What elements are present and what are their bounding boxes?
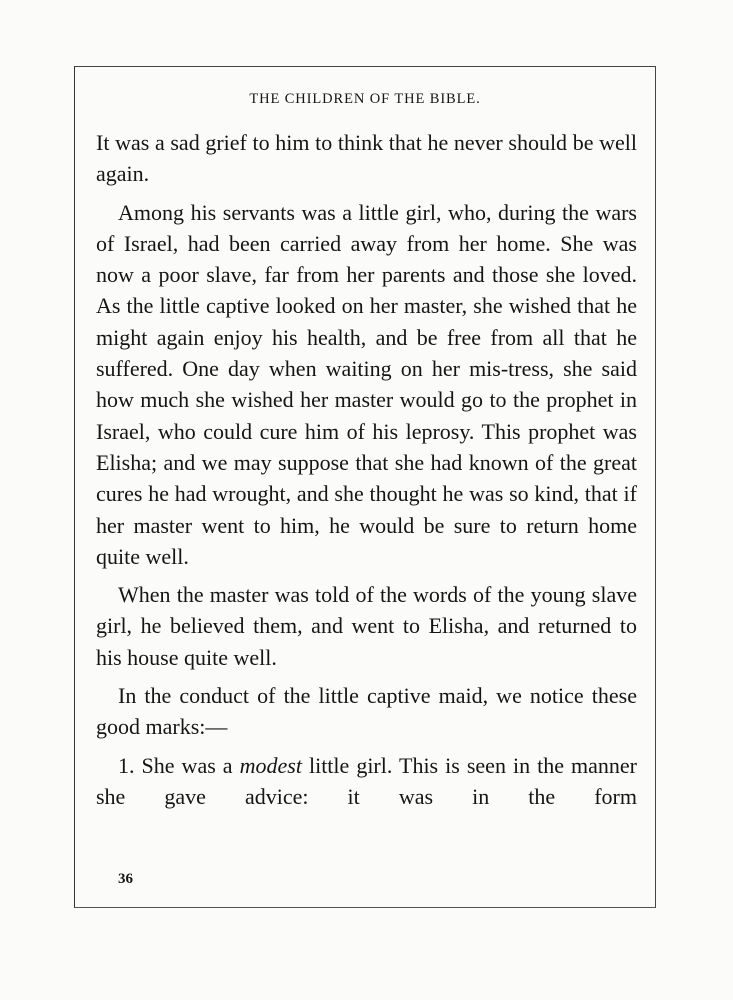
paragraph-4: In the conduct of the little captive maid, we notice these good marks:—	[96, 683, 637, 740]
emphasis-word: modest	[239, 752, 302, 778]
paragraph-2: Among his servants was a little girl, who, during the wars of Israel, had been carried away from her home. She was now a poor slave, far from her parents and those she loved. As the little captive looked on her master, she wished that he might again enjoy his health, and be free from all that he suffered. One day when waiting on her mis-tress, she said how much she wished her master would go to the prophet in Israel, who could cure him of his leprosy. This prophet was Elisha; and we may suppose that she had known of the great cures he had wrought, and she thought he was so kind, that if her master went to him, he would be sure to return home quite well.	[96, 199, 637, 569]
paragraph-5	[96, 750, 637, 813]
paragraph-3: When the master was told of the words of the young slave girl, he believed them, and went to Elisha, and returned to his house quite well.	[96, 582, 637, 670]
body-text	[96, 127, 637, 819]
page-number: 36	[118, 871, 133, 887]
paragraph-1: It was a sad grief to him to think that he never should be well again.	[96, 130, 637, 187]
paragraph-5-start: 1. She was a	[118, 752, 240, 778]
paragraph-5-end: little girl. This is seen in the manner she gave advice: it was in the form	[96, 752, 637, 809]
running-head: THE CHILDREN OF THE BIBLE.	[249, 91, 481, 107]
